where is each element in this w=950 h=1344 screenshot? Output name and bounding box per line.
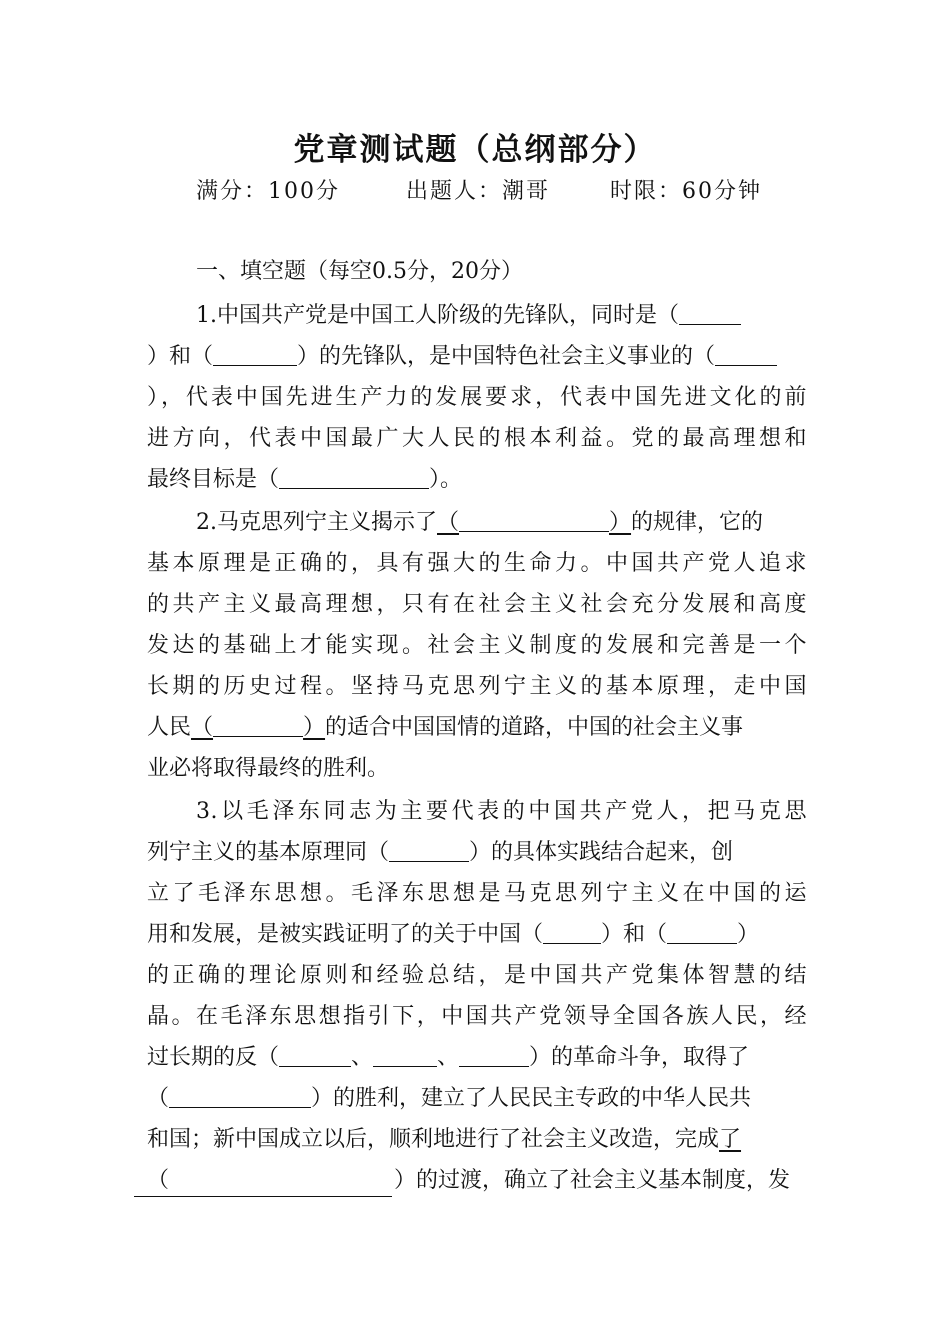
q3-line-3: 立了毛泽东思想。毛泽东思想是马克思列宁主义在中国的运 (147, 881, 807, 906)
q3-line-5: 的正确的理论原则和经验总结，是中国共产党集体智慧的结 (147, 963, 807, 988)
answer-underline (134, 1196, 392, 1197)
answer-blank[interactable] (459, 509, 609, 532)
full-score: 满分：100分 (196, 179, 340, 204)
q2-line-1: 2.马克思列宁主义揭示了（ ）的规律，它的 (196, 510, 764, 535)
q3-line-7: 过长期的反（ 、 、 ）的革命斗争，取得了 (147, 1045, 750, 1070)
answer-blank[interactable] (169, 1085, 311, 1108)
answer-blank[interactable] (679, 302, 741, 325)
time-limit: 时限：60分钟 (610, 179, 762, 204)
answer-blank[interactable] (279, 466, 429, 489)
document-title: 党章测试题（总纲部分） (293, 132, 657, 168)
answer-blank[interactable] (373, 1044, 437, 1067)
q3-line-6: 晶。在毛泽东思想指引下，中国共产党领导全国各族人民，经 (147, 1004, 807, 1029)
q3-line-8: （ ）的胜利，建立了人民民主专政的中华人民共 (147, 1086, 752, 1111)
answer-blank[interactable] (715, 343, 777, 366)
answer-blank[interactable] (459, 1044, 529, 1067)
answer-blank[interactable] (279, 1044, 351, 1067)
q1-line-4: 进方向，代表中国最广大人民的根本利益。党的最高理想和 (147, 426, 807, 451)
q2-line-5: 长期的历史过程。坚持马克思列宁主义的基本原理，走中国 (147, 674, 807, 699)
q2-line-7: 业必将取得最终的胜利。 (147, 756, 390, 781)
answer-blank[interactable] (543, 921, 601, 944)
q3-line-9: 和国；新中国成立以后，顺利地进行了社会主义改造，完成了 (147, 1127, 742, 1152)
answer-blank[interactable] (213, 714, 303, 737)
answer-blank[interactable] (213, 343, 297, 366)
section-heading: 一、填空题（每空0.5分，20分） (196, 259, 523, 284)
q2-line-6: 人民（ ）的适合中国国情的道路，中国的社会主义事 (147, 715, 744, 740)
q1-line-5: 最终目标是（ ）。 (147, 467, 463, 492)
answer-blank[interactable] (389, 839, 469, 862)
q1-line-1: 1.中国共产党是中国工人阶级的先锋队，同时是（ (196, 300, 807, 332)
q3-line-2: 列宁主义的基本原理同（ ）的具体实践结合起来，创 (147, 840, 734, 865)
answer-blank[interactable] (667, 921, 737, 944)
q2-line-3: 的共产主义最高理想，只有在社会主义社会充分发展和高度 (147, 592, 807, 617)
q3-line-10: （ ）的过渡，确立了社会主义基本制度，发 (147, 1168, 791, 1193)
q1-line-2: ）和（ ）的先锋队，是中国特色社会主义事业的（ (147, 341, 807, 373)
q2-line-4: 发达的基础上才能实现。社会主义制度的发展和完善是一个 (147, 633, 807, 658)
question-author: 出题人：潮哥 (406, 179, 551, 204)
q3-line-1: 3.以毛泽东同志为主要代表的中国共产党人，把马克思 (196, 799, 807, 824)
q2-line-2: 基本原理是正确的，具有强大的生命力。中国共产党人追求 (147, 551, 807, 576)
q1-line-3: ），代表中国先进生产力的发展要求，代表中国先进文化的前 (147, 385, 807, 410)
q3-line-4: 用和发展，是被实践证明了的关于中国（ ）和（ ） (147, 922, 760, 947)
